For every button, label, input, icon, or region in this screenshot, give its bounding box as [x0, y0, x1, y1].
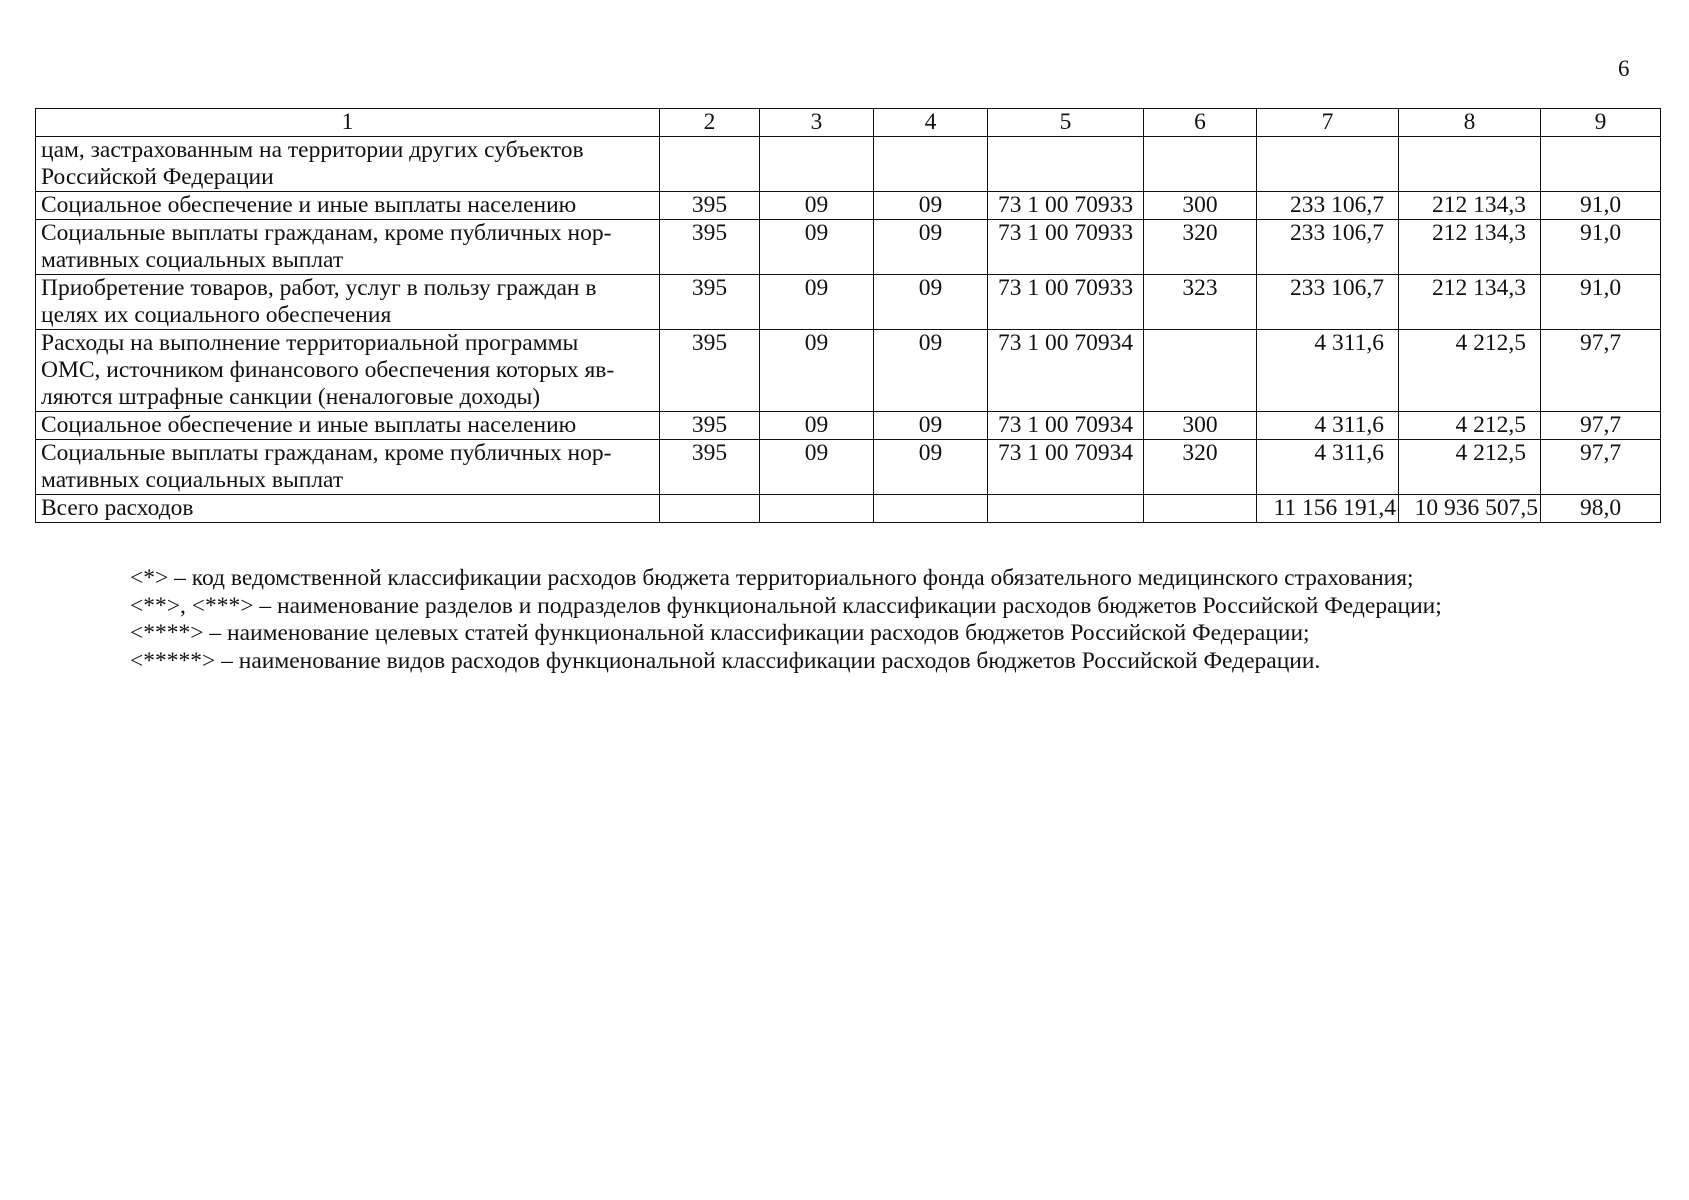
target-item-code-cell: 73 1 00 70934 [988, 440, 1144, 495]
footnote: <****> – наименование целевых статей функциональной классификации расходов бюджетов Российской Федерации; [130, 620, 1310, 646]
department-code-cell: 395 [660, 275, 760, 330]
target-item-code-cell [988, 495, 1144, 523]
planned-amount-cell: 4 311,6 [1257, 440, 1399, 495]
section-code-cell [760, 495, 874, 523]
section-code-cell: 09 [760, 412, 874, 440]
section-code-cell: 09 [760, 275, 874, 330]
expense-name-cell [36, 220, 660, 275]
expense-type-code-cell [1144, 330, 1257, 412]
subsection-code-cell [874, 495, 988, 523]
execution-percent-cell: 97,7 [1541, 330, 1661, 412]
footnotes [130, 565, 1442, 675]
column-number: 8 [1399, 109, 1541, 137]
target-item-code-cell [988, 137, 1144, 192]
actual-amount-cell: 212 134,3 [1399, 192, 1541, 220]
subsection-code-cell [874, 137, 988, 192]
subsection-code-cell: 09 [874, 192, 988, 220]
section-code-cell: 09 [760, 330, 874, 412]
column-number: 3 [760, 109, 874, 137]
expense-type-code-cell [1144, 495, 1257, 523]
target-item-code-cell: 73 1 00 70933 [988, 220, 1144, 275]
total-row [36, 495, 1661, 523]
execution-percent-cell [1541, 137, 1661, 192]
footnote: <*> – код ведомственной классификации расходов бюджета территориального фонда обязательного медицинского страхования; [130, 565, 1414, 591]
expense-name-line: Социальное обеспечение и иные выплаты населению [41, 192, 577, 218]
table-row [36, 192, 1661, 220]
table-row [36, 275, 1661, 330]
column-number: 5 [988, 109, 1144, 137]
execution-percent-cell: 97,7 [1541, 440, 1661, 495]
target-item-code-cell: 73 1 00 70934 [988, 330, 1144, 412]
section-code-cell [760, 137, 874, 192]
department-code-cell: 395 [660, 330, 760, 412]
department-code-cell: 395 [660, 192, 760, 220]
planned-amount-cell: 233 106,7 [1257, 192, 1399, 220]
footnote: <*****> – наименование видов расходов функциональной классификации расходов бюджетов Российской Федерации. [130, 647, 1321, 674]
department-code-cell [660, 495, 760, 523]
subsection-code-cell: 09 [874, 275, 988, 330]
expense-name-line: ляются штрафные санкции (неналоговые доходы) [41, 384, 541, 410]
subsection-code-cell: 09 [874, 330, 988, 412]
department-code-cell [660, 137, 760, 192]
section-code-cell: 09 [760, 192, 874, 220]
expense-name-cell [36, 192, 660, 220]
column-number: 6 [1144, 109, 1257, 137]
total-label: Всего расходов [41, 495, 194, 521]
expense-name-line: целях их социального обеспечения [41, 302, 392, 328]
department-code-cell: 395 [660, 220, 760, 275]
target-item-code-cell: 73 1 00 70933 [988, 275, 1144, 330]
column-number: 1 [36, 109, 660, 137]
expense-name-cell [36, 275, 660, 330]
column-number: 9 [1541, 109, 1661, 137]
table-row [36, 137, 1661, 192]
expense-name-cell [36, 330, 660, 412]
expense-name-line: мативных социальных выплат [41, 467, 344, 493]
planned-amount-cell: 4 311,6 [1257, 330, 1399, 412]
planned-amount-cell: 4 311,6 [1257, 412, 1399, 440]
expense-name-cell [36, 495, 660, 523]
subsection-code-cell: 09 [874, 412, 988, 440]
actual-amount-cell [1399, 137, 1541, 192]
expense-type-code-cell: 320 [1144, 220, 1257, 275]
target-item-code-cell: 73 1 00 70934 [988, 412, 1144, 440]
expense-type-code-cell: 300 [1144, 192, 1257, 220]
expense-name-line: ОМС, источником финансового обеспечения которых яв- [41, 357, 615, 383]
planned-amount-cell [1257, 137, 1399, 192]
actual-amount-cell: 4 212,5 [1399, 412, 1541, 440]
section-code-cell: 09 [760, 440, 874, 495]
total-actual-amount-cell: 10 936 507,5 [1399, 495, 1541, 523]
expense-name-line: Расходы на выполнение территориальной программы [41, 330, 579, 356]
footnote: <**>, <***> – наименование разделов и подразделов функциональной классификации расходов бюджетов Российской Федерации; [130, 592, 1442, 619]
expense-name-cell [36, 440, 660, 495]
section-code-cell: 09 [760, 220, 874, 275]
table-row [36, 412, 1661, 440]
execution-percent-cell: 97,7 [1541, 412, 1661, 440]
expense-name-line: Российской Федерации [41, 164, 274, 190]
expense-name-line: Социальные выплаты гражданам, кроме публичных нор- [41, 440, 612, 466]
budget-expenses-table [35, 108, 1661, 523]
expense-type-code-cell: 320 [1144, 440, 1257, 495]
expense-name-line: цам, застрахованным на территории других субъектов [41, 137, 584, 163]
expense-name-line: Приобретение товаров, работ, услуг в пользу граждан в [41, 275, 597, 301]
actual-amount-cell: 4 212,5 [1399, 440, 1541, 495]
execution-percent-cell: 91,0 [1541, 275, 1661, 330]
expense-name-line: Социальные выплаты гражданам, кроме публичных нор- [41, 220, 612, 246]
table-row [36, 330, 1661, 412]
planned-amount-cell: 233 106,7 [1257, 275, 1399, 330]
expense-type-code-cell: 300 [1144, 412, 1257, 440]
column-number-row [36, 109, 1661, 137]
subsection-code-cell: 09 [874, 440, 988, 495]
expense-name-line: мативных социальных выплат [41, 247, 344, 273]
expense-type-code-cell: 323 [1144, 275, 1257, 330]
total-execution-percent-cell: 98,0 [1541, 495, 1661, 523]
page-number: 6 [1618, 56, 1630, 81]
table-row [36, 440, 1661, 495]
actual-amount-cell: 212 134,3 [1399, 275, 1541, 330]
expense-name-line: Социальное обеспечение и иные выплаты населению [41, 412, 577, 438]
column-number: 4 [874, 109, 988, 137]
expense-name-cell [36, 137, 660, 192]
department-code-cell: 395 [660, 440, 760, 495]
table-row [36, 220, 1661, 275]
subsection-code-cell: 09 [874, 220, 988, 275]
execution-percent-cell: 91,0 [1541, 192, 1661, 220]
total-planned-amount-cell: 11 156 191,4 [1257, 495, 1399, 523]
actual-amount-cell: 4 212,5 [1399, 330, 1541, 412]
expense-name-cell [36, 412, 660, 440]
department-code-cell: 395 [660, 412, 760, 440]
actual-amount-cell: 212 134,3 [1399, 220, 1541, 275]
expense-type-code-cell [1144, 137, 1257, 192]
execution-percent-cell: 91,0 [1541, 220, 1661, 275]
planned-amount-cell: 233 106,7 [1257, 220, 1399, 275]
target-item-code-cell: 73 1 00 70933 [988, 192, 1144, 220]
column-number: 2 [660, 109, 760, 137]
column-number: 7 [1257, 109, 1399, 137]
